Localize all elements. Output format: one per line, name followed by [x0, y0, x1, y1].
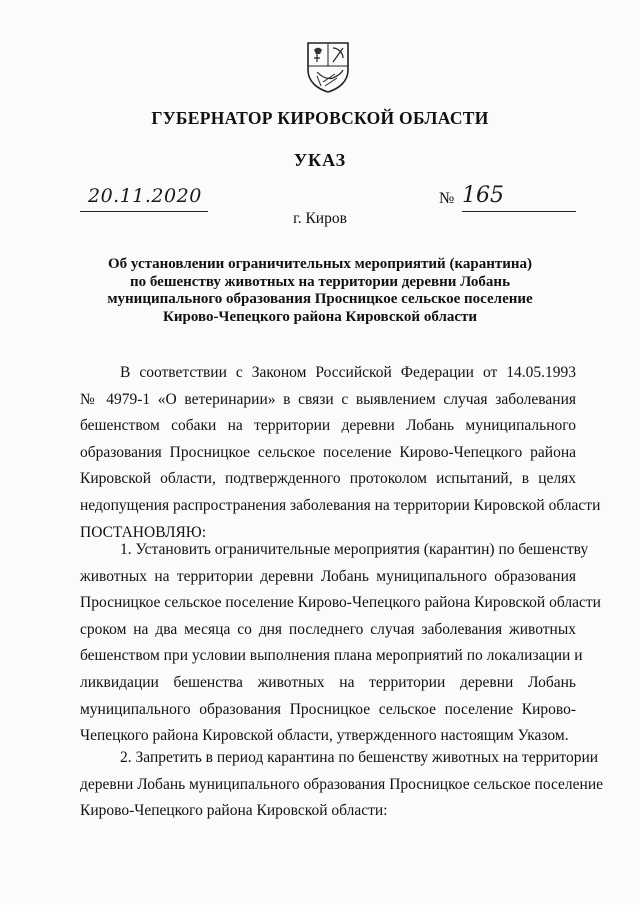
- text-line: Чепецкого района Кировской области, утвержденного настоящим Указом.: [80, 727, 569, 745]
- text-line: деревни Лобань муниципального образования Просницкое сельское поселение: [80, 775, 604, 793]
- text-line: муниципального образования Просницкое сельское поселение Кирово-: [80, 700, 576, 718]
- text-line: № 4979-1 «О ветеринарии» в связи с выявлением случая заболевания: [80, 390, 576, 408]
- text-line: В соответствии с Законом Российской Федерации от 14.05.1993: [120, 364, 576, 381]
- text-line: образования Просницкое сельское поселение Кирово-Чепецкого района: [80, 443, 576, 461]
- subject-line: по бешенству животных на территории деревни Лобань: [129, 273, 511, 290]
- document-subject: [90, 256, 550, 326]
- number-sign: №: [439, 190, 455, 207]
- coat-of-arms-icon: [303, 40, 353, 94]
- subject-line: Об установлении ограничительных мероприятий (карантина): [107, 256, 532, 272]
- text-line: ликвидации бешенства животных на территории деревни Лобань: [80, 673, 576, 691]
- handwritten-date: 20.11.2020: [88, 185, 202, 207]
- clause-2-paragraph: [80, 745, 604, 825]
- clause-1-paragraph: [80, 537, 601, 750]
- number-field: [462, 185, 576, 212]
- text-line: недопущения распространения заболевания на территории Кировской области: [80, 496, 601, 514]
- text-line: бешенством собаки на территории деревни Лобань муниципального: [80, 417, 576, 435]
- document-type: УКАЗ: [293, 150, 347, 170]
- text-line: бешенством при условии выполнения плана мероприятий по локализации и: [80, 647, 583, 665]
- text-line: животных на территории деревни Лобань муниципального образования: [80, 567, 576, 585]
- text-line: Просницкое сельское поселение Кирово-Чепецкого района Кировской области: [80, 594, 601, 612]
- decree-word: ПОСТАНОВЛЯЮ:: [80, 523, 207, 541]
- date-field: [80, 185, 208, 212]
- text-line: 1. Установить ограничительные мероприятия (карантин) по бешенству: [120, 541, 589, 558]
- text-line: сроком на два месяца со дня последнего случая заболевания животных: [80, 620, 576, 638]
- text-line: Кирово-Чепецкого района Кировской области:: [80, 802, 388, 820]
- subject-line: Кирово-Чепецкого района Кировской области: [162, 308, 478, 325]
- issue-city: г. Киров: [293, 210, 347, 227]
- subject-line: муниципального образования Просницкое сельское поселение: [107, 291, 533, 307]
- text-line: Кировской области, подтвержденного протоколом испытаний, в целях: [80, 470, 576, 488]
- text-line: 2. Запретить в период карантина по бешенству животных на территории: [120, 749, 599, 766]
- preamble-paragraph: [80, 360, 601, 546]
- issuing-authority: ГУБЕРНАТОР КИРОВСКОЙ ОБЛАСТИ: [151, 108, 489, 128]
- handwritten-number: 165: [462, 183, 504, 208]
